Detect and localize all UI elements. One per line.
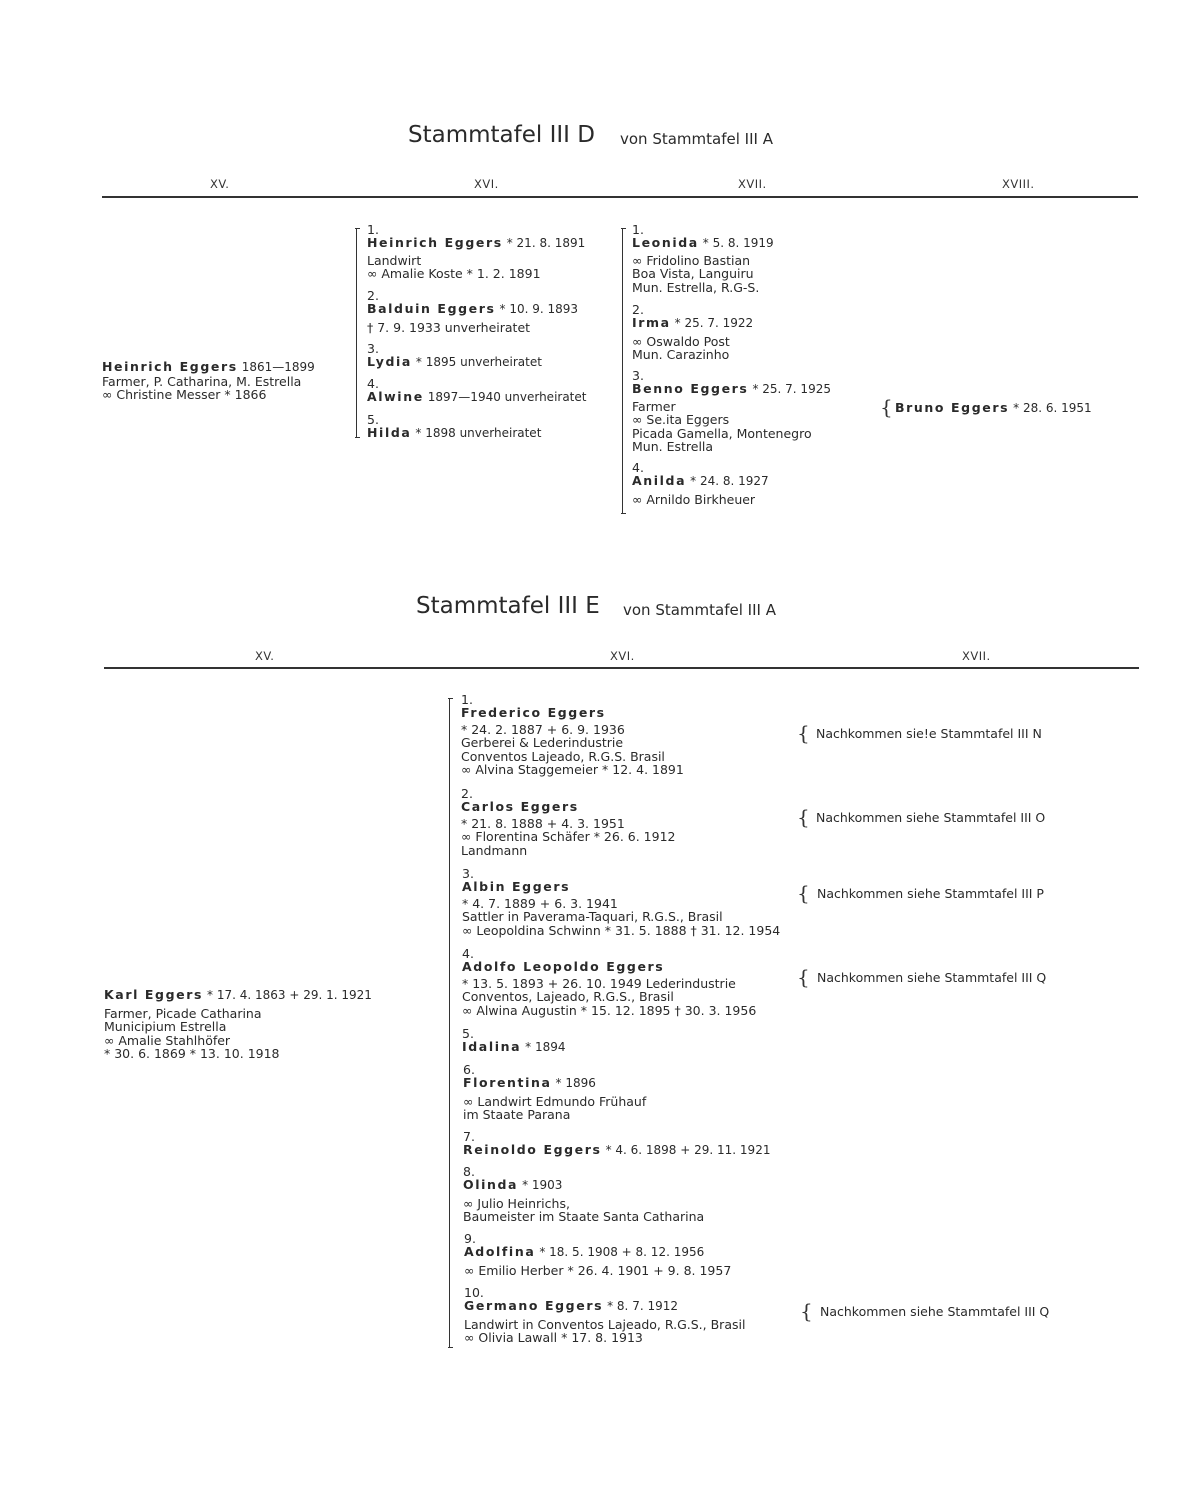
child-number: 1. bbox=[461, 692, 473, 707]
person-detail: ∞ Amalie Stahlhöfer bbox=[104, 1032, 231, 1048]
table-d-subtitle: von Stammtafel III A bbox=[620, 130, 773, 148]
person-detail: * 30. 6. 1869 * 13. 10. 1918 bbox=[104, 1046, 280, 1061]
child-number: 5. bbox=[367, 412, 379, 427]
person-detail: Mun. Carazinho bbox=[632, 347, 730, 362]
table-e-root bbox=[104, 988, 372, 1061]
person-dates: * 18. 5. 1908 + 8. 12. 1956 bbox=[539, 1245, 705, 1259]
person-detail: * 24. 2. 1887 + 6. 9. 1936 bbox=[461, 721, 625, 737]
table-d-child-2 bbox=[367, 290, 578, 334]
note-brace: { bbox=[797, 965, 810, 989]
person-detail: Landwirt bbox=[367, 252, 422, 268]
person-dates: * 24. 8. 1927 bbox=[690, 474, 769, 488]
person-detail: ∞ Amalie Koste * 1. 2. 1891 bbox=[367, 266, 541, 281]
table-d-grandchildren-brace bbox=[622, 228, 623, 514]
table-e-subtitle: von Stammtafel III A bbox=[623, 601, 776, 619]
person-detail: Farmer, Picade Catharina bbox=[104, 1005, 262, 1021]
child-number: 4. bbox=[462, 946, 474, 961]
person-name: Bruno Eggers bbox=[895, 400, 1010, 415]
table-e-note-5: Nachkommen siehe Stammtafel III Q bbox=[820, 1304, 1050, 1319]
person-dates: * 1895 unverheiratet bbox=[415, 355, 542, 369]
person-detail: ∞ Olivia Lawall * 17. 8. 1913 bbox=[464, 1330, 643, 1345]
table-e-child-3 bbox=[462, 868, 780, 937]
person-name: Albin Eggers bbox=[462, 879, 571, 894]
person-detail: Mun. Estrella, R.G-S. bbox=[632, 279, 760, 295]
person-name: Adolfo Leopoldo Eggers bbox=[462, 959, 665, 974]
person-name: Heinrich Eggers bbox=[367, 235, 503, 250]
note-brace: { bbox=[797, 881, 810, 905]
person-detail: Conventos Lajeado, R.G.S. Brasil bbox=[461, 748, 665, 764]
note-brace: { bbox=[797, 721, 810, 745]
table-d-child-4 bbox=[367, 378, 586, 405]
person-dates: * 8. 7. 1912 bbox=[607, 1299, 678, 1313]
person-detail: ∞ Alwina Augustin * 15. 12. 1895 † 30. 3. 1956 bbox=[462, 1002, 757, 1018]
table-e-col-xvi: XVI. bbox=[610, 649, 635, 663]
table-d-child-5 bbox=[367, 414, 541, 441]
person-dates: * 28. 6. 1951 bbox=[1013, 401, 1092, 415]
child-number: 9. bbox=[464, 1231, 476, 1246]
person-dates: * 25. 7. 1925 bbox=[752, 382, 831, 396]
person-detail: ∞ Landwirt Edmundo Frühauf bbox=[463, 1093, 647, 1109]
person-dates: * 21. 8. 1891 bbox=[506, 236, 586, 250]
child-number: 7. bbox=[463, 1129, 475, 1144]
table-d-col-xviii: XVIII. bbox=[1002, 177, 1035, 191]
table-d-great-brace: { bbox=[880, 395, 893, 419]
table-e-child-2 bbox=[461, 788, 675, 857]
child-number: 4. bbox=[367, 376, 379, 391]
table-e-child-5 bbox=[462, 1028, 565, 1055]
note-brace: { bbox=[800, 1299, 813, 1323]
person-name: Lydia bbox=[367, 354, 412, 369]
person-name: Germano Eggers bbox=[464, 1298, 604, 1313]
person-name: Hilda bbox=[367, 425, 412, 440]
person-name: Anilda bbox=[632, 473, 687, 488]
table-d-header-rule bbox=[102, 196, 1138, 198]
table-d-grandchild-3 bbox=[632, 370, 831, 454]
person-dates: * 25. 7. 1922 bbox=[674, 316, 754, 330]
table-e-child-4 bbox=[462, 948, 756, 1017]
child-number: 3. bbox=[367, 341, 379, 356]
person-detail: Municipium Estrella bbox=[104, 1019, 227, 1034]
table-e-child-6 bbox=[463, 1064, 646, 1122]
person-dates: 1897—1940 unverheiratet bbox=[427, 390, 587, 404]
person-detail: Farmer, P. Catharina, M. Estrella bbox=[102, 373, 302, 389]
person-detail: ∞ Christine Messer * 1866 bbox=[102, 387, 267, 402]
person-name: Idalina bbox=[462, 1039, 522, 1054]
table-e-col-xvii: XVII. bbox=[962, 649, 991, 663]
table-e-note-1: Nachkommen sie!e Stammtafel III N bbox=[816, 726, 1042, 741]
child-number: 2. bbox=[461, 786, 473, 801]
child-number: 4. bbox=[632, 460, 644, 475]
table-d-great-grandchild bbox=[895, 401, 1092, 416]
person-detail: ∞ Arnildo Birkheuer bbox=[632, 491, 756, 507]
person-detail: Gerberei & Lederindustrie bbox=[461, 735, 624, 750]
person-detail: ∞ Se.ita Eggers bbox=[632, 412, 730, 427]
child-number: 1. bbox=[632, 222, 644, 237]
person-detail: Mun. Estrella bbox=[632, 439, 714, 454]
person-name: Heinrich Eggers bbox=[102, 359, 238, 374]
table-d-children-brace bbox=[356, 228, 357, 438]
person-name: Carlos Eggers bbox=[461, 799, 579, 814]
child-number: 6. bbox=[463, 1062, 475, 1077]
person-detail: ∞ Julio Heinrichs, bbox=[463, 1195, 570, 1211]
person-name: Alwine bbox=[367, 389, 424, 404]
person-detail: Sattler in Paverama-Taquari, R.G.S., Brasil bbox=[462, 909, 723, 924]
person-dates: * 4. 6. 1898 + 29. 11. 1921 bbox=[605, 1143, 771, 1157]
person-dates: * 10. 9. 1893 bbox=[499, 302, 579, 316]
person-dates: 1861—1899 bbox=[241, 360, 315, 374]
person-detail: Baumeister im Staate Santa Catharina bbox=[463, 1209, 705, 1224]
person-name: Olinda bbox=[463, 1177, 519, 1192]
child-number: 3. bbox=[632, 368, 644, 383]
person-name: Karl Eggers bbox=[104, 987, 204, 1002]
child-number: 1. bbox=[367, 222, 379, 237]
person-detail: ∞ Emilio Herber * 26. 4. 1901 + 9. 8. 1957 bbox=[464, 1262, 732, 1278]
note-brace: { bbox=[797, 805, 810, 829]
person-dates: * 1903 bbox=[522, 1178, 563, 1192]
table-d-root bbox=[102, 360, 315, 402]
person-name: Florentina bbox=[463, 1075, 552, 1090]
table-e-note-4: Nachkommen siehe Stammtafel III Q bbox=[817, 970, 1047, 985]
person-name: Frederico Eggers bbox=[461, 705, 606, 720]
table-d-col-xvi: XVI. bbox=[474, 177, 499, 191]
child-number: 2. bbox=[367, 288, 379, 303]
person-detail: ∞ Alvina Staggemeier * 12. 4. 1891 bbox=[461, 762, 684, 777]
table-d-grandchild-2 bbox=[632, 304, 753, 362]
person-detail: * 4. 7. 1889 + 6. 3. 1941 bbox=[462, 895, 618, 911]
table-d-col-xvii: XVII. bbox=[738, 177, 767, 191]
table-e-note-3: Nachkommen siehe Stammtafel III P bbox=[817, 886, 1044, 901]
person-detail: * 21. 8. 1888 + 4. 3. 1951 bbox=[461, 815, 625, 831]
child-number: 2. bbox=[632, 302, 644, 317]
person-detail: Picada Gamella, Montenegro bbox=[632, 425, 812, 441]
table-d-title: Stammtafel III D bbox=[408, 122, 595, 148]
table-e-child-9 bbox=[464, 1233, 731, 1277]
table-d-grandchild-1 bbox=[632, 224, 774, 294]
table-e-child-10 bbox=[464, 1287, 745, 1345]
person-detail: ∞ Leopoldina Schwinn * 31. 5. 1888 † 31. 12. 1954 bbox=[462, 922, 781, 938]
table-d-child-1 bbox=[367, 224, 585, 281]
person-detail: Boa Vista, Languiru bbox=[632, 266, 754, 281]
table-d-grandchild-4 bbox=[632, 462, 769, 506]
table-e-child-7 bbox=[463, 1131, 770, 1158]
table-e-child-8 bbox=[463, 1166, 704, 1224]
person-name: Balduin Eggers bbox=[367, 301, 496, 316]
table-e-child-1 bbox=[461, 694, 684, 777]
child-number: 5. bbox=[462, 1026, 474, 1041]
person-name: Irma bbox=[632, 315, 671, 330]
person-dates: * 5. 8. 1919 bbox=[702, 236, 774, 250]
person-detail: Landwirt in Conventos Lajeado, R.G.S., Brasil bbox=[464, 1316, 746, 1332]
person-detail: ∞ Fridolino Bastian bbox=[632, 252, 751, 268]
table-e-title: Stammtafel III E bbox=[416, 593, 600, 619]
person-detail: Landmann bbox=[461, 842, 528, 858]
person-name: Reinoldo Eggers bbox=[463, 1142, 602, 1157]
person-detail: Farmer bbox=[632, 398, 676, 414]
person-detail: † 7. 9. 1933 unverheiratet bbox=[367, 319, 531, 335]
person-dates: * 17. 4. 1863 + 29. 1. 1921 bbox=[207, 988, 372, 1002]
person-dates: * 1896 bbox=[555, 1076, 596, 1090]
table-e-col-xv: XV. bbox=[255, 649, 275, 663]
person-detail: ∞ Florentina Schäfer * 26. 6. 1912 bbox=[461, 829, 676, 844]
child-number: 8. bbox=[463, 1164, 475, 1179]
person-detail: ∞ Oswaldo Post bbox=[632, 333, 730, 349]
person-dates: * 1898 unverheiratet bbox=[415, 426, 542, 440]
table-e-children-brace bbox=[449, 698, 450, 1348]
table-d-child-3 bbox=[367, 343, 542, 370]
person-detail: Conventos, Lajeado, R.G.S., Brasil bbox=[462, 989, 674, 1004]
person-dates: * 1894 bbox=[525, 1040, 566, 1054]
table-e-note-2: Nachkommen siehe Stammtafel III O bbox=[816, 810, 1046, 825]
child-number: 10. bbox=[464, 1285, 484, 1300]
table-e-header-rule bbox=[104, 667, 1139, 669]
person-detail: im Staate Parana bbox=[463, 1107, 571, 1122]
person-name: Benno Eggers bbox=[632, 381, 749, 396]
person-name: Leonida bbox=[632, 235, 699, 250]
person-detail: * 13. 5. 1893 + 26. 10. 1949 Lederindustrie bbox=[462, 975, 736, 991]
person-name: Adolfina bbox=[464, 1244, 536, 1259]
child-number: 3. bbox=[462, 866, 474, 881]
table-d-col-xv: XV. bbox=[210, 177, 230, 191]
